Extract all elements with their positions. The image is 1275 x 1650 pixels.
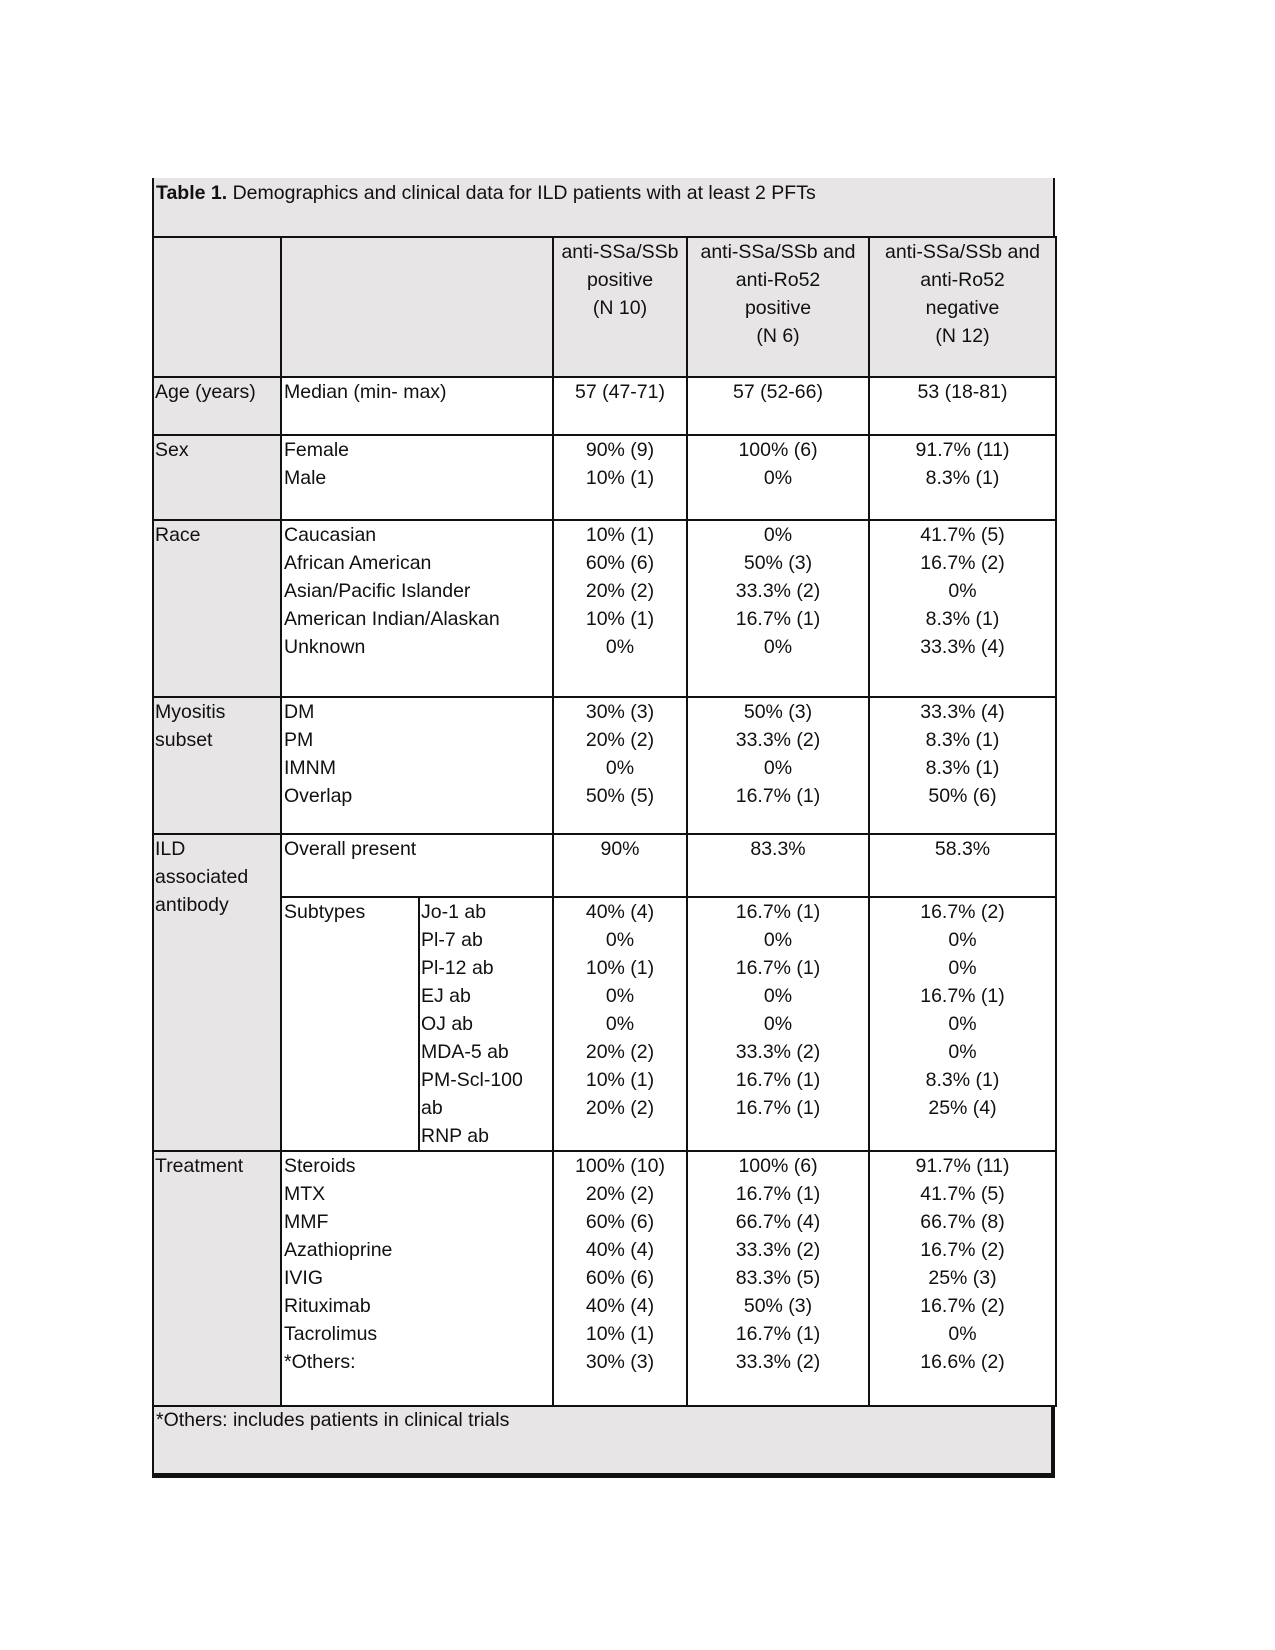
value-cell: 57 (47-71) xyxy=(553,377,687,435)
section-label: Treatment xyxy=(153,1151,281,1406)
table-title xyxy=(156,182,816,205)
value-cell: 90% (9) 10% (1) xyxy=(553,435,687,520)
table-caption-box xyxy=(152,178,1055,236)
table-document xyxy=(152,178,1055,1478)
table-number: Table 1. xyxy=(156,182,228,204)
section-row-age xyxy=(153,377,1056,435)
col-header-ro52-negative: anti-SSa/SSb and anti-Ro52 negative (N 12) xyxy=(869,237,1056,377)
row-label: Overall present xyxy=(281,834,553,897)
section-label: Age (years) xyxy=(153,377,281,435)
subtypes-cell xyxy=(281,897,553,1151)
header-row xyxy=(153,237,1056,377)
header-empty-cell xyxy=(281,237,553,377)
table-caption: Demographics and clinical data for ILD patients with at least 2 PFTs xyxy=(227,182,816,204)
section-label: Sex xyxy=(153,435,281,520)
value-cell: 0% 50% (3) 33.3% (2) 16.7% (1) 0% xyxy=(687,520,869,697)
section-row-race xyxy=(153,520,1056,697)
value-cell: 41.7% (5) 16.7% (2) 0% 8.3% (1) 33.3% (4) xyxy=(869,520,1056,697)
section-label: Race xyxy=(153,520,281,697)
table-footer xyxy=(152,1407,1055,1478)
value-cell: 83.3% xyxy=(687,834,869,897)
section-row-sex xyxy=(153,435,1056,520)
value-cell: 100% (10) 20% (2) 60% (6) 40% (4) 60% (6) 40% (4) 10% (1) 30% (3) xyxy=(553,1151,687,1406)
value-cell: 16.7% (2) 0% 0% 16.7% (1) 0% 0% 8.3% (1) 25% (4) xyxy=(869,897,1056,1151)
value-cell: 16.7% (1) 0% 16.7% (1) 0% 0% 33.3% (2) 16.7% (1) 16.7% (1) xyxy=(687,897,869,1151)
subtypes-label: Subtypes xyxy=(284,901,366,923)
value-cell: 100% (6) 0% xyxy=(687,435,869,520)
value-cell: 53 (18-81) xyxy=(869,377,1056,435)
value-cell: 33.3% (4) 8.3% (1) 8.3% (1) 50% (6) xyxy=(869,697,1056,834)
section-row-treatment xyxy=(153,1151,1056,1406)
col-header-ro52-positive: anti-SSa/SSb and anti-Ro52 positive (N 6) xyxy=(687,237,869,377)
value-cell: 90% xyxy=(553,834,687,897)
row-labels: DM PM IMNM Overlap xyxy=(281,697,553,834)
footnote: *Others: includes patients in clinical trials xyxy=(156,1409,510,1431)
section-label: Myositis subset xyxy=(153,697,281,834)
row-label: Median (min- max) xyxy=(281,377,553,435)
value-cell: 91.7% (11) 41.7% (5) 66.7% (8) 16.7% (2) 25% (3) 16.7% (2) 0% 16.6% (2) xyxy=(869,1151,1056,1406)
value-cell: 100% (6) 16.7% (1) 66.7% (4) 33.3% (2) 83.3% (5) 50% (3) 16.7% (1) 33.3% (2) xyxy=(687,1151,869,1406)
col-header-ssa-positive: anti-SSa/SSb positive (N 10) xyxy=(553,237,687,377)
row-labels: Female Male xyxy=(281,435,553,520)
value-cell: 50% (3) 33.3% (2) 0% 16.7% (1) xyxy=(687,697,869,834)
value-cell: 30% (3) 20% (2) 0% 50% (5) xyxy=(553,697,687,834)
header-empty-cell xyxy=(153,237,281,377)
value-cell: 91.7% (11) 8.3% (1) xyxy=(869,435,1056,520)
row-labels: Steroids MTX MMF Azathioprine IVIG Rituximab Tacrolimus *Others: xyxy=(281,1151,553,1406)
subtype-labels: Jo-1 ab Pl-7 ab Pl-12 ab EJ ab OJ ab MDA-5 ab PM-Scl-100 ab RNP ab xyxy=(418,898,552,1150)
data-table xyxy=(152,236,1057,1407)
section-row-ild-overall xyxy=(153,834,1056,897)
value-cell: 40% (4) 0% 10% (1) 0% 0% 20% (2) 10% (1) 20% (2) xyxy=(553,897,687,1151)
section-row-myositis xyxy=(153,697,1056,834)
section-row-ild-subtypes xyxy=(153,897,1056,1151)
section-label: ILD associated antibody xyxy=(153,834,281,1151)
row-labels: Caucasian African American Asian/Pacific Islander American Indian/Alaskan Unknown xyxy=(281,520,553,697)
value-cell: 58.3% xyxy=(869,834,1056,897)
value-cell: 10% (1) 60% (6) 20% (2) 10% (1) 0% xyxy=(553,520,687,697)
value-cell: 57 (52-66) xyxy=(687,377,869,435)
